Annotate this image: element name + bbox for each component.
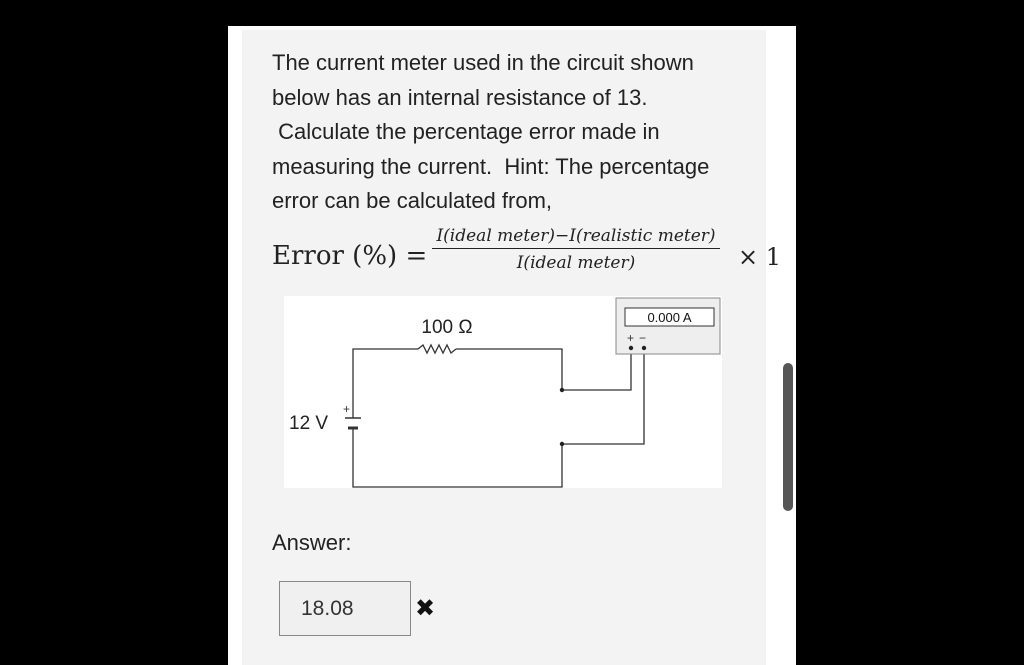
resistor-label: 100 Ω [421,317,473,338]
circuit-diagram [284,296,722,488]
question-line: below has an internal resistance of 13. [272,84,648,110]
error-formula [272,226,792,288]
formula-rhs: × 1 [738,243,782,271]
incorrect-icon: ✖ [415,594,436,622]
answer-label: Answer: [272,530,352,555]
circuit-svg [284,296,722,488]
question-line: error can be calculated from, [272,188,553,213]
resistor-symbol [418,345,456,353]
circuit-wires [353,349,644,487]
ammeter-minus-sign: − [639,331,647,345]
formula-denominator: I(ideal meter) [516,253,636,273]
formula-fraction [432,226,720,273]
question-text [272,46,752,219]
answer-input[interactable] [279,581,411,636]
question-line: measuring the current. Hint: The percentage [272,153,710,179]
ammeter-terminal [642,346,646,350]
scrollbar-thumb[interactable] [783,363,793,511]
ammeter-terminal [629,346,633,350]
question-line: Calculate the percentage error made in [272,119,660,144]
formula-lhs: Error (%) = [272,241,428,271]
ammeter-reading: 0.000 A [647,310,692,325]
battery-plus-sign: + [343,402,351,416]
formula-numerator: I(ideal meter)−I(realistic meter) [436,226,716,246]
battery-symbol [345,418,361,428]
terminal-dot [560,388,564,392]
source-voltage-label: 12 V [289,413,329,434]
ammeter-plus-sign: + [627,331,635,345]
terminal-dot [560,442,564,446]
question-line: The current meter used in the circuit shown [272,50,694,75]
